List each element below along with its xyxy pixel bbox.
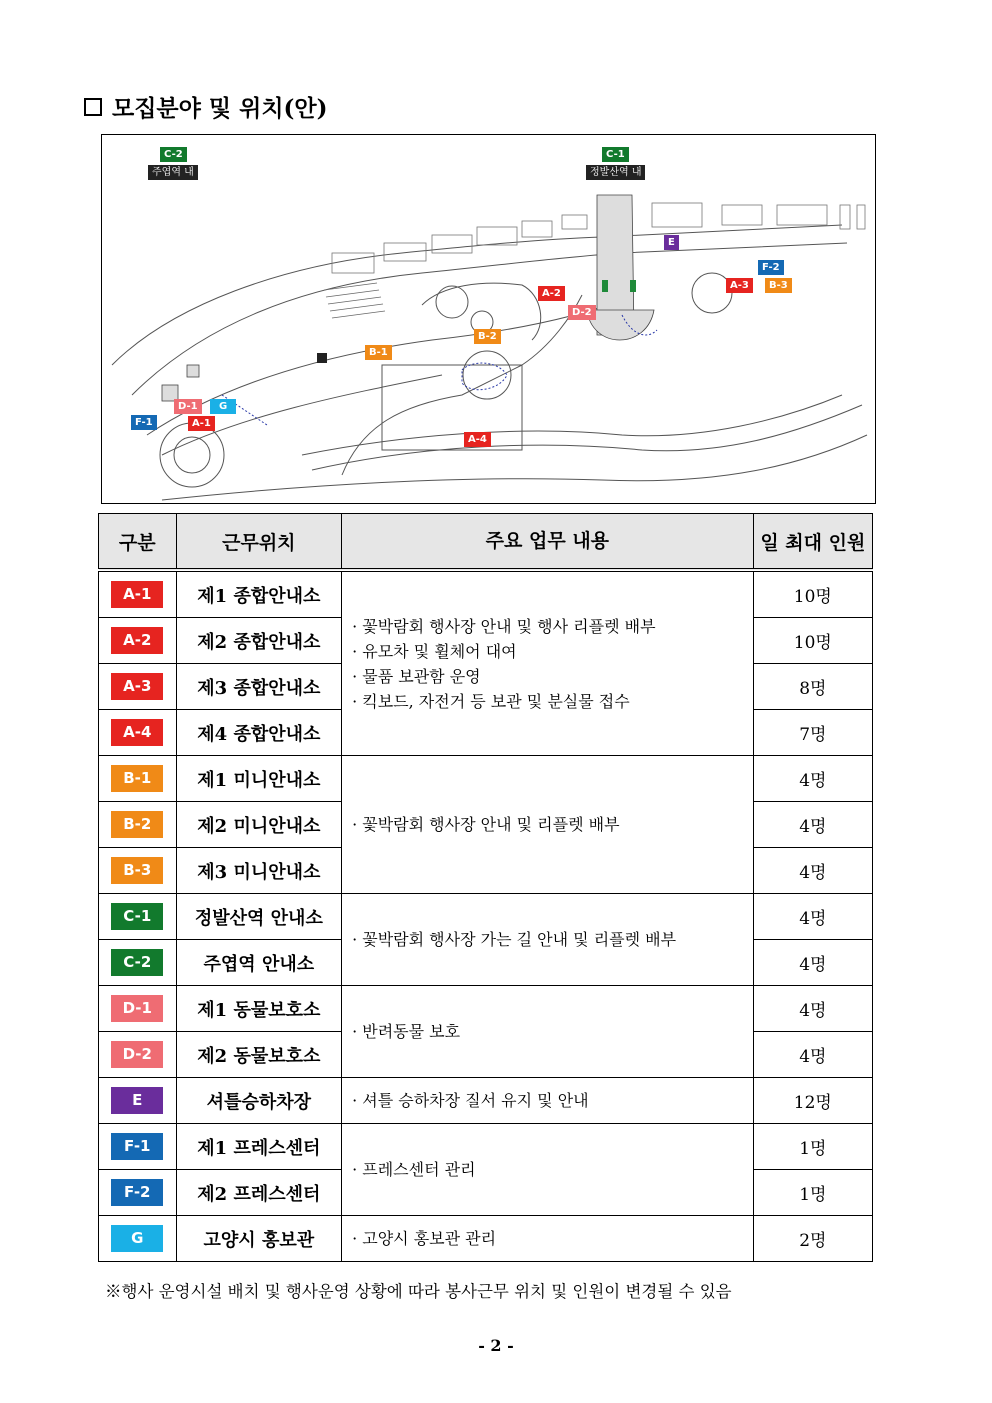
- count-cell: 2명: [753, 1216, 872, 1262]
- map-label-c2-station: 주엽역 내: [148, 165, 198, 180]
- duty-line: · 꽃박람회 행사장 안내 및 행사 리플렛 배부: [352, 616, 656, 636]
- code-badge-c1: C-1: [111, 903, 163, 930]
- code-badge-e: E: [111, 1087, 163, 1114]
- code-badge-a1: A-1: [111, 581, 163, 608]
- section-heading-text: 모집분야 및 위치(안): [112, 95, 328, 122]
- map-marker-b1: B-1: [365, 345, 392, 360]
- code-badge-a3: A-3: [111, 673, 163, 700]
- map-marker-f1: F-1: [131, 415, 157, 430]
- location-cell: 제1 미니안내소: [176, 756, 342, 802]
- duties-cell-e: · 셔틀 승하차장 질서 유지 및 안내: [342, 1078, 754, 1124]
- map-marker-a2: A-2: [538, 286, 565, 301]
- location-cell: 제1 동물보호소: [176, 986, 342, 1032]
- duties-cell-b: · 꽃박람회 행사장 안내 및 리플렛 배부: [342, 756, 754, 894]
- table-row: [99, 986, 873, 1032]
- code-badge-a4: A-4: [111, 719, 163, 746]
- code-badge-b2: B-2: [111, 811, 163, 838]
- location-cell: 정발산역 안내소: [176, 894, 342, 940]
- duty-line: · 킥보드, 자전거 등 보관 및 분실물 접수: [352, 691, 630, 711]
- map-marker-c2: C-2: [160, 147, 187, 162]
- table-row: [99, 570, 873, 618]
- code-badge-a2: A-2: [111, 627, 163, 654]
- duties-cell-g: · 고양시 홍보관 관리: [342, 1216, 754, 1262]
- code-badge-f1: F-1: [111, 1133, 163, 1160]
- site-map: [101, 134, 876, 504]
- duty-line: · 물품 보관함 운영: [352, 666, 481, 686]
- table-row: [99, 1078, 873, 1124]
- code-badge-g: G: [111, 1225, 163, 1252]
- location-cell: 제1 종합안내소: [176, 570, 342, 618]
- count-cell: 12명: [753, 1078, 872, 1124]
- count-cell: 4명: [753, 940, 872, 986]
- code-badge-d2: D-2: [111, 1041, 163, 1068]
- count-cell: 1명: [753, 1170, 872, 1216]
- map-marker-d1: D-1: [174, 399, 202, 414]
- recruitment-table: [98, 513, 873, 1262]
- location-cell: 주엽역 안내소: [176, 940, 342, 986]
- park-map-drawing: [102, 135, 876, 504]
- section-heading: [84, 90, 328, 123]
- table-row: [99, 756, 873, 802]
- count-cell: 10명: [753, 570, 872, 618]
- map-marker-d2: D-2: [568, 305, 596, 320]
- code-badge-b3: B-3: [111, 857, 163, 884]
- location-cell: 제2 동물보호소: [176, 1032, 342, 1078]
- duty-line: · 유모차 및 휠체어 대여: [352, 641, 517, 661]
- code-badge-d1: D-1: [111, 995, 163, 1022]
- duties-cell-c: · 꽃박람회 행사장 가는 길 안내 및 리플렛 배부: [342, 894, 754, 986]
- header-category: 구분: [99, 514, 177, 571]
- map-marker-b2: B-2: [474, 329, 501, 344]
- page-number: - 2 -: [478, 1336, 514, 1355]
- code-badge-f2: F-2: [111, 1179, 163, 1206]
- count-cell: 1명: [753, 1124, 872, 1170]
- location-cell: 제2 종합안내소: [176, 618, 342, 664]
- location-cell: 고양시 홍보관: [176, 1216, 342, 1262]
- duties-cell-f: · 프레스센터 관리: [342, 1124, 754, 1216]
- location-cell: 제3 종합안내소: [176, 664, 342, 710]
- map-marker-a4: A-4: [464, 432, 491, 447]
- table-row: [99, 894, 873, 940]
- checkbox-icon: [84, 98, 102, 116]
- map-marker-b3: B-3: [765, 278, 792, 293]
- header-duties: 주요 업무 내용: [342, 514, 754, 571]
- header-location: 근무위치: [176, 514, 342, 571]
- location-cell: 제2 미니안내소: [176, 802, 342, 848]
- location-cell: 제1 프레스센터: [176, 1124, 342, 1170]
- table-row: [99, 1216, 873, 1262]
- count-cell: 7명: [753, 710, 872, 756]
- duties-cell-d: · 반려동물 보호: [342, 986, 754, 1078]
- map-marker-a1: A-1: [188, 416, 215, 431]
- duties-cell-a: [342, 570, 754, 756]
- code-badge-c2: C-2: [111, 949, 163, 976]
- footnote: ※행사 운영시설 배치 및 행사운영 상황에 따라 봉사근무 위치 및 인원이 변경될 수 있음: [105, 1282, 732, 1301]
- map-marker-f2: F-2: [758, 260, 784, 275]
- count-cell: 10명: [753, 618, 872, 664]
- count-cell: 4명: [753, 802, 872, 848]
- count-cell: 4명: [753, 756, 872, 802]
- count-cell: 8명: [753, 664, 872, 710]
- location-cell: 셔틀승하차장: [176, 1078, 342, 1124]
- map-label-c1-station: 정발산역 내: [586, 165, 645, 180]
- code-badge-b1: B-1: [111, 765, 163, 792]
- map-marker-g: G: [210, 399, 236, 414]
- header-max-people: 일 최대 인원: [753, 514, 872, 571]
- map-marker-a3: A-3: [726, 278, 753, 293]
- count-cell: 4명: [753, 1032, 872, 1078]
- map-marker-c1: C-1: [602, 147, 629, 162]
- table-header-row: [99, 514, 873, 571]
- location-cell: 제2 프레스센터: [176, 1170, 342, 1216]
- table-row: [99, 1124, 873, 1170]
- location-cell: 제3 미니안내소: [176, 848, 342, 894]
- count-cell: 4명: [753, 986, 872, 1032]
- count-cell: 4명: [753, 848, 872, 894]
- count-cell: 4명: [753, 894, 872, 940]
- location-cell: 제4 종합안내소: [176, 710, 342, 756]
- map-marker-e: E: [664, 235, 679, 250]
